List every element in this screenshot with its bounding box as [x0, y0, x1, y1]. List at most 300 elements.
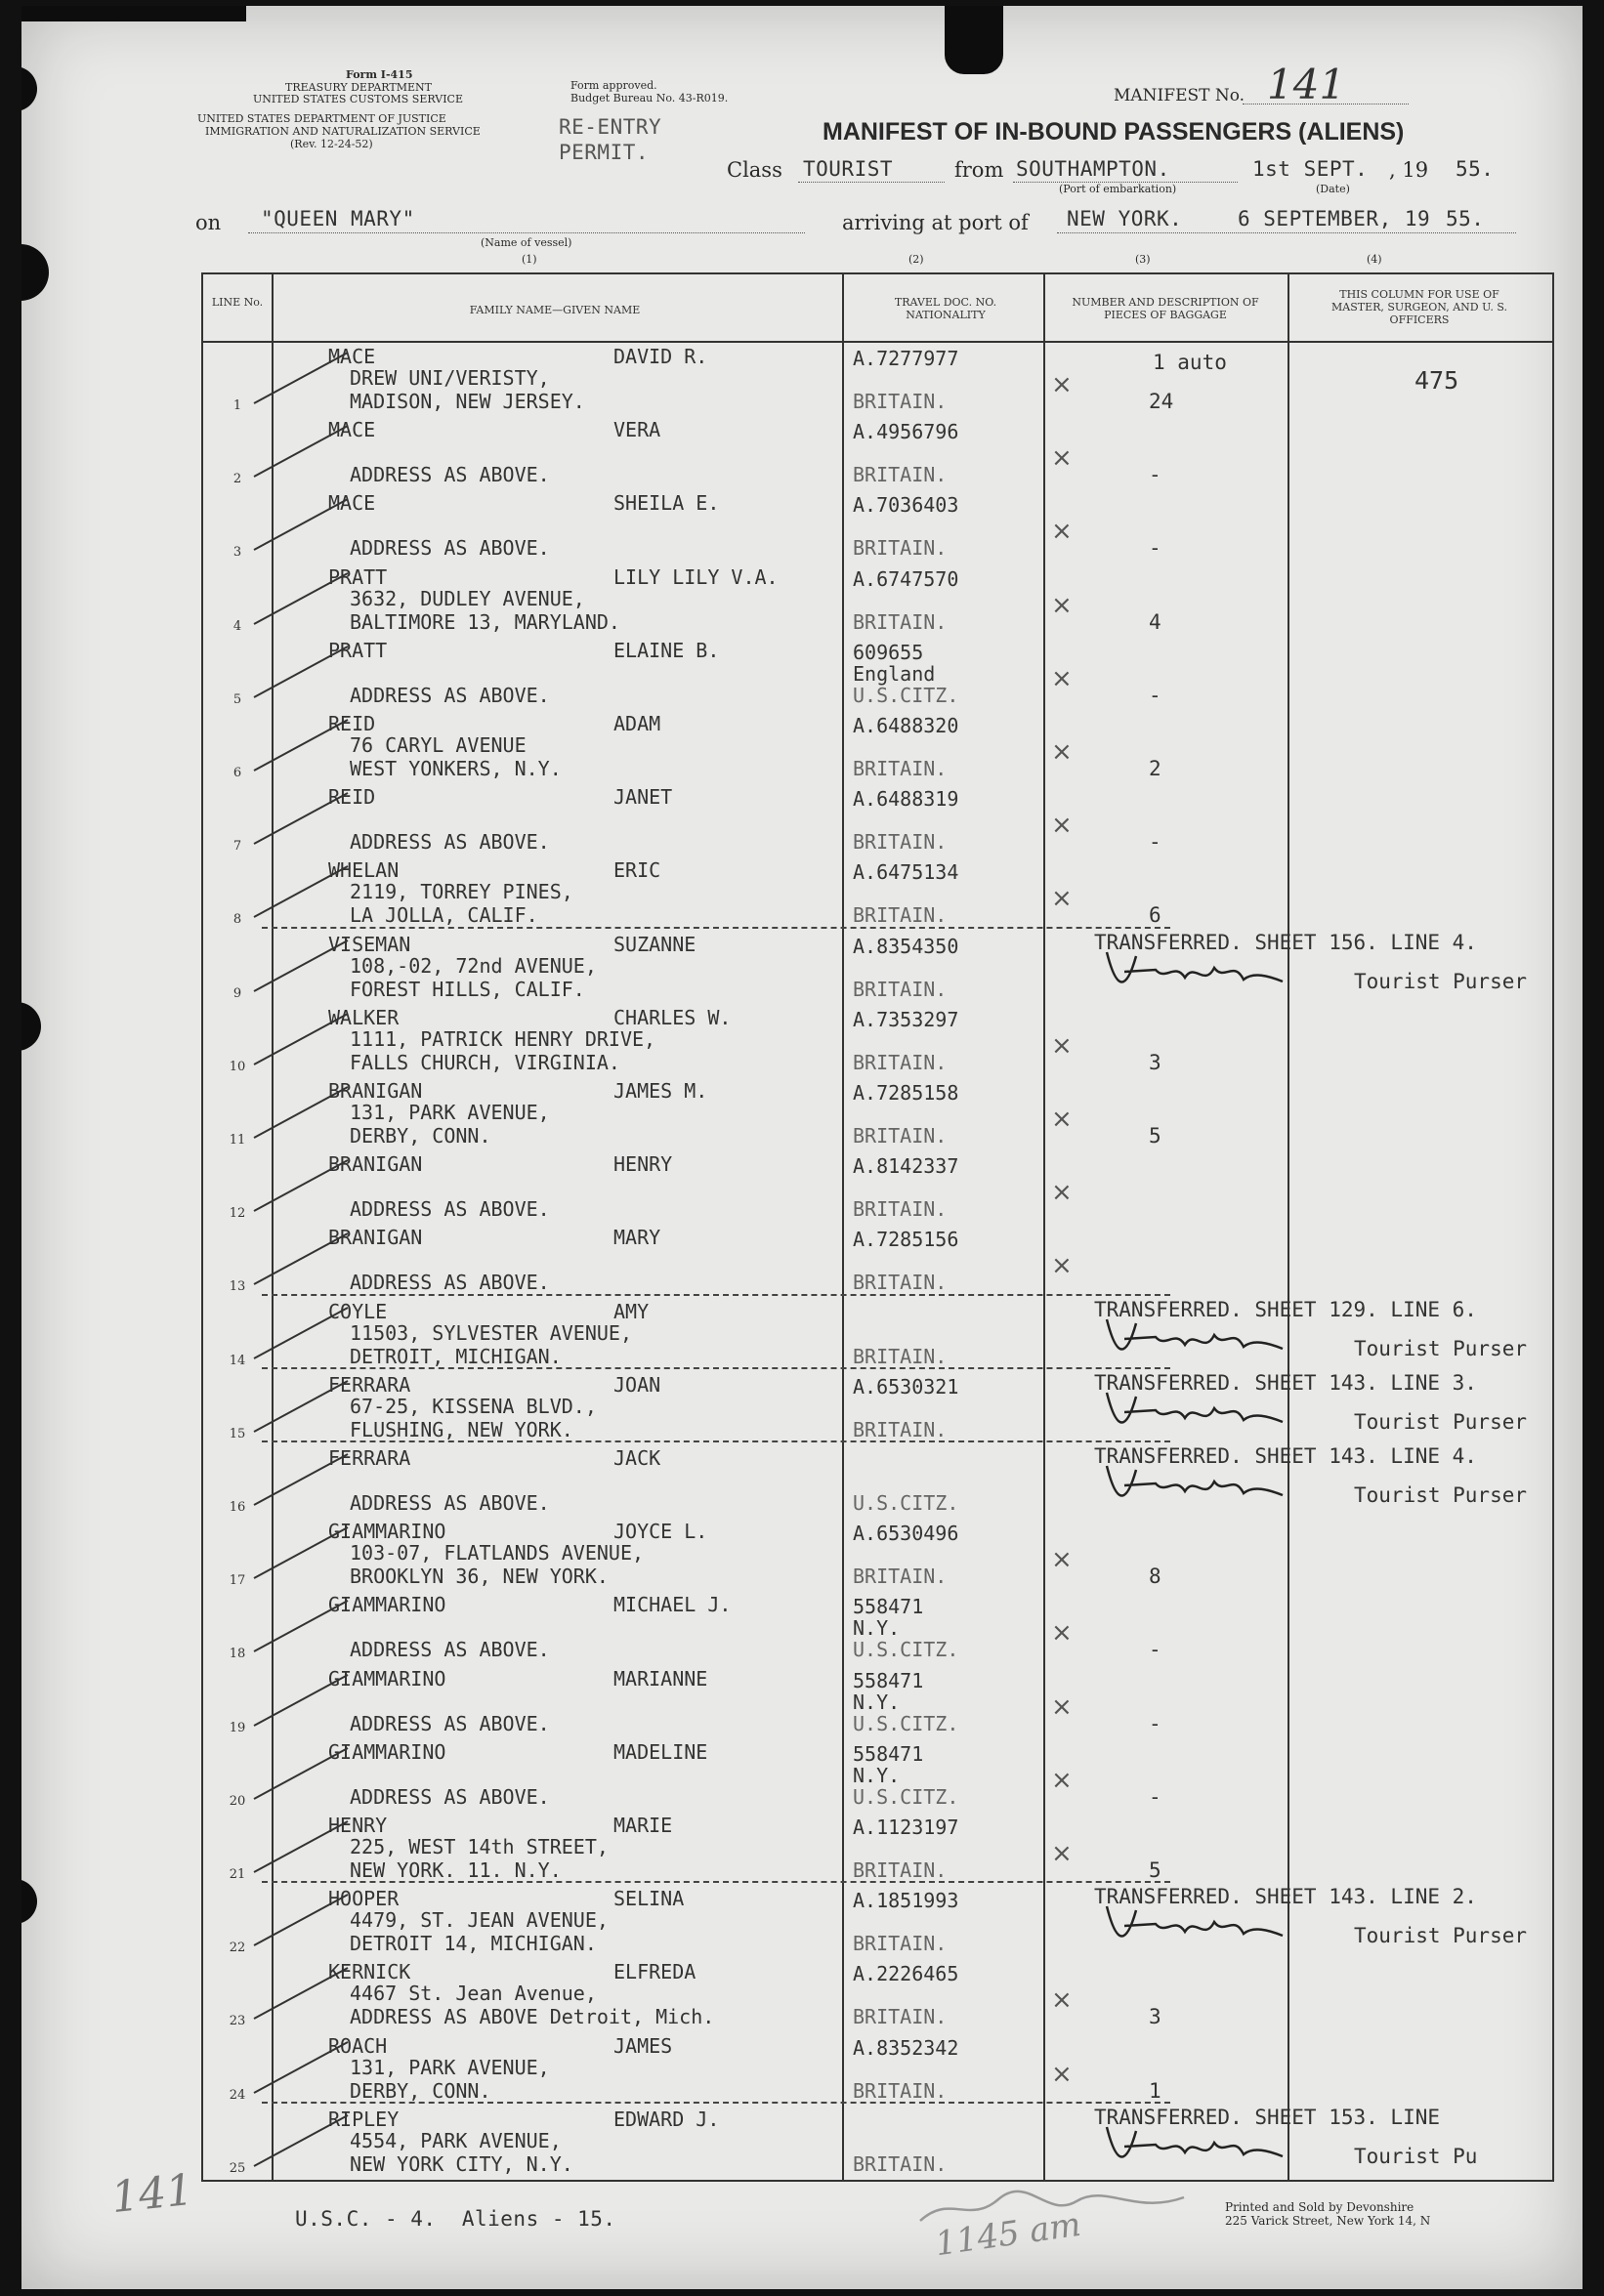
torn-corner: [21, 6, 246, 21]
travel-doc-number: A.2226465: [853, 1962, 959, 1986]
class-label: Class: [727, 158, 782, 182]
travel-doc-number: A.4956796: [853, 420, 959, 444]
family-name: PRATT: [328, 638, 388, 662]
nationality: BRITAIN.: [853, 1932, 948, 1956]
family-name: MACE: [328, 491, 376, 516]
transfer-note: TRANSFERRED. SHEET 143. LINE 2.: [1094, 1885, 1477, 1909]
manifest-no: 141: [1267, 61, 1346, 108]
address-line-1: 4467 St. Jean Avenue,: [350, 1982, 597, 2006]
purser-label: Tourist Purser: [1354, 1336, 1528, 1360]
line-number: 11: [229, 1133, 246, 1148]
strike-line: [262, 1440, 1170, 1442]
col-num-4: (4): [1367, 253, 1382, 266]
given-name: AMY: [613, 1299, 650, 1323]
check-mark: ×: [1051, 663, 1073, 693]
given-name: MICHAEL J.: [613, 1593, 732, 1617]
manifest-page: [21, 6, 1583, 2289]
table-row: [203, 2032, 1552, 2107]
given-name: MARIE: [613, 1814, 673, 1837]
tick-mark: [250, 1597, 358, 1655]
handwritten-time: 1145 am: [932, 2204, 1083, 2265]
family-name: PRATT: [328, 564, 388, 589]
travel-doc-number: A.6747570: [853, 566, 959, 591]
nationality: BRITAIN.: [853, 1124, 948, 1148]
transfer-note: TRANSFERRED. SHEET 156. LINE 4.: [1094, 930, 1477, 954]
reentry-stamp-2: PERMIT.: [559, 141, 650, 164]
check-mark: ×: [1051, 884, 1073, 914]
check-mark: ×: [1051, 1618, 1073, 1649]
address-line-2: NEW YORK. 11. N.Y.: [350, 1858, 562, 1882]
check-mark: ×: [1051, 811, 1073, 841]
line-number: 2: [232, 472, 242, 487]
line-number: 3: [232, 545, 242, 561]
line-number: 15: [229, 1426, 246, 1441]
line-number: 5: [232, 691, 242, 707]
printer-line-2: 225 Varick Street, New York 14, N: [1225, 2214, 1431, 2228]
officer-code: 475: [1414, 366, 1459, 395]
given-name: MARY: [613, 1226, 661, 1250]
address-line-2: NEW YORK CITY, N.Y.: [350, 2151, 573, 2176]
check-mark: ×: [1051, 370, 1073, 399]
tick-mark: [250, 862, 358, 921]
justice-dept: UNITED STATES DEPARTMENT OF JUSTICE: [197, 112, 446, 125]
underline: [1057, 232, 1516, 233]
travel-doc-issuer: N.Y.: [853, 1763, 901, 1787]
punch-hole: [21, 1879, 37, 1924]
family-name: GIAMMARINO: [328, 1666, 446, 1691]
address-line-2: ADDRESS AS ABOVE.: [350, 683, 550, 707]
margin-note: 141: [108, 2164, 196, 2224]
table-row: [203, 1958, 1552, 2032]
ins-service: IMMIGRATION AND NATURALIZATION SERVICE: [205, 125, 481, 138]
col-num-2: (2): [908, 253, 924, 266]
address-line-2: FLUSHING, NEW YORK.: [350, 1417, 573, 1441]
col-num-3: (3): [1135, 253, 1151, 266]
line-number: 14: [229, 1353, 246, 1368]
check-mark: ×: [1051, 1985, 1073, 2016]
check-mark: ×: [1051, 2059, 1073, 2089]
table-row: [203, 416, 1552, 490]
check-mark: ×: [1051, 1765, 1073, 1795]
address-line-2: ADDRESS AS ABOVE.: [350, 536, 550, 561]
travel-doc-issuer: N.Y.: [853, 1690, 901, 1714]
purser-label: Tourist Purser: [1354, 969, 1528, 993]
strike-line: [262, 2102, 1170, 2104]
travel-doc-number: A.6530496: [853, 1522, 959, 1546]
baggage-count: 5: [1149, 1858, 1161, 1882]
nationality: BRITAIN.: [853, 830, 948, 855]
baggage-count: -: [1149, 1638, 1161, 1662]
address-line-1: 11503, SYLVESTER AVENUE,: [350, 1320, 632, 1345]
nationality: BRITAIN.: [853, 609, 948, 634]
purser-label: Tourist Purser: [1354, 1483, 1528, 1507]
baggage-count: -: [1149, 1784, 1161, 1809]
baggage-count: -: [1149, 463, 1161, 487]
family-name: BRANIGAN: [328, 1226, 423, 1250]
table-row: [203, 931, 1552, 1005]
torn-notch: [945, 6, 1003, 74]
tick-mark: [250, 1744, 358, 1803]
treasury-dept: TREASURY DEPARTMENT: [285, 81, 432, 94]
given-name: JOYCE L.: [613, 1520, 708, 1544]
given-name: CHARLES W.: [613, 1005, 732, 1029]
purser-signature: [1097, 942, 1292, 997]
nationality: BRITAIN.: [853, 1858, 948, 1882]
address-line-2: WEST YONKERS, N.Y.: [350, 757, 562, 780]
check-mark: ×: [1051, 517, 1073, 547]
arrival-port: NEW YORK.: [1067, 207, 1183, 230]
reentry-stamp: RE-ENTRY: [559, 115, 662, 139]
transfer-note: TRANSFERRED. SHEET 143. LINE 4.: [1094, 1444, 1477, 1468]
nationality: U.S.CITZ.: [853, 1491, 959, 1515]
transfer-note: TRANSFERRED. SHEET 153. LINE: [1094, 2105, 1441, 2129]
check-mark: ×: [1051, 1839, 1073, 1868]
travel-doc-number: A.7277977: [853, 347, 959, 370]
arrival-date: 6 SEPTEMBER, 19: [1238, 207, 1431, 230]
nationality: U.S.CITZ.: [853, 683, 959, 707]
tick-mark: [250, 1891, 358, 1949]
address-line-2: BALTIMORE 13, MARYLAND.: [350, 609, 620, 634]
travel-doc-number: 558471: [853, 1741, 924, 1766]
check-mark: ×: [1051, 1691, 1073, 1722]
tick-mark: [250, 937, 358, 995]
summary-line: U.S.C. - 4. Aliens - 15.: [295, 2207, 616, 2231]
baggage-count: 1: [1149, 2078, 1161, 2103]
family-name: RIPLEY: [328, 2107, 400, 2131]
family-name: VISEMAN: [328, 932, 411, 956]
address-line-2: DERBY, CONN.: [350, 2078, 491, 2103]
nationality: BRITAIN.: [853, 1417, 948, 1441]
tick-mark: [250, 349, 358, 407]
address-line-2: LA JOLLA, CALIF.: [350, 903, 538, 928]
address-line-2: FOREST HILLS, CALIF.: [350, 977, 585, 1001]
line-number: 7: [232, 839, 242, 855]
embark-date: 1st SEPT.: [1252, 157, 1369, 181]
family-name: ROACH: [328, 2033, 388, 2058]
table-row: [203, 710, 1552, 784]
address-line-2: ADDRESS AS ABOVE Detroit, Mich.: [350, 2005, 715, 2029]
address-line-2: ADDRESS AS ABOVE.: [350, 1711, 550, 1735]
table-row: [203, 564, 1552, 638]
purser-signature: [1097, 1383, 1292, 1438]
tick-mark: [250, 1156, 358, 1215]
address-line-1: 131, PARK AVENUE,: [350, 1101, 550, 1124]
col-header-baggage: NUMBER AND DESCRIPTION OF PIECES OF BAGGAGE: [1072, 296, 1259, 321]
col-header-name: FAMILY NAME—GIVEN NAME: [469, 304, 641, 316]
col-num-1: (1): [522, 253, 537, 266]
address-line-1: 67-25, KISSENA BLVD.,: [350, 1394, 597, 1418]
table-row: [203, 637, 1552, 711]
travel-doc-number: A.7285158: [853, 1081, 959, 1105]
baggage-count: 4: [1149, 609, 1161, 634]
baggage-count: 8: [1149, 1565, 1161, 1589]
tick-mark: [250, 422, 358, 480]
family-name: HOOPER: [328, 1887, 400, 1911]
address-line-1: 1111, PATRICK HENRY DRIVE,: [350, 1026, 656, 1051]
from-label: from: [954, 158, 1004, 182]
line-number: 22: [229, 1941, 246, 1956]
nationality: BRITAIN.: [853, 2078, 948, 2103]
on-label: on: [195, 211, 222, 234]
baggage-count: 3: [1149, 2005, 1161, 2029]
family-name: MACE: [328, 345, 376, 368]
baggage-description: 1 auto: [1153, 351, 1227, 374]
address-line-1: 225, WEST 14th STREET,: [350, 1835, 609, 1858]
nationality: BRITAIN.: [853, 2151, 948, 2176]
family-name: REID: [328, 785, 376, 810]
tick-mark: [250, 1377, 358, 1436]
table-row: [203, 1518, 1552, 1592]
travel-doc-number: A.6475134: [853, 860, 959, 885]
family-name: COYLE: [328, 1299, 388, 1323]
address-line-1: 4479, ST. JEAN AVENUE,: [350, 1908, 609, 1933]
nationality: BRITAIN.: [853, 1271, 948, 1295]
table-row: [203, 1150, 1552, 1225]
line-number: 8: [232, 912, 242, 928]
line-number: 4: [232, 618, 242, 634]
nationality: BRITAIN.: [853, 903, 948, 928]
handwritten-initials: [910, 2186, 1203, 2234]
purser-signature: [1097, 2117, 1292, 2172]
address-line-2: BROOKLYN 36, NEW YORK.: [350, 1565, 609, 1589]
given-name: MARIANNE: [613, 1666, 708, 1691]
check-mark: ×: [1051, 443, 1073, 474]
given-name: HENRY: [613, 1152, 673, 1177]
baggage-count: 5: [1149, 1124, 1161, 1148]
address-line-2: DETROIT, MICHIGAN.: [350, 1344, 562, 1368]
table-row: [203, 2106, 1552, 2180]
address-line-1: 131, PARK AVENUE,: [350, 2055, 550, 2079]
year-prefix: , 19: [1389, 158, 1429, 182]
address-line-2: ADDRESS AS ABOVE.: [350, 1491, 550, 1515]
purser-label: Tourist Pu: [1354, 2144, 1478, 2168]
tick-mark: [250, 716, 358, 774]
tick-mark: [250, 1010, 358, 1068]
travel-doc-number: A.6488320: [853, 714, 959, 737]
manifest-title: MANIFEST OF IN-BOUND PASSENGERS (ALIENS): [823, 118, 1405, 146]
table-row: [203, 1812, 1552, 1886]
tick-mark: [250, 1964, 358, 2023]
address-line-2: ADDRESS AS ABOVE.: [350, 1271, 550, 1295]
check-mark: ×: [1051, 737, 1073, 767]
nationality: BRITAIN.: [853, 536, 948, 561]
nationality: BRITAIN.: [853, 1050, 948, 1074]
line-number: 17: [229, 1573, 246, 1589]
travel-doc-number: A.1123197: [853, 1816, 959, 1839]
tick-mark: [250, 1817, 358, 1876]
class-value: TOURIST: [803, 157, 894, 181]
tick-mark: [250, 1524, 358, 1582]
nationality: BRITAIN.: [853, 463, 948, 487]
manifest-no-label: MANIFEST No.: [1114, 86, 1245, 105]
family-name: REID: [328, 712, 376, 735]
address-line-1: 108,-02, 72nd AVENUE,: [350, 953, 597, 978]
nationality: U.S.CITZ.: [853, 1711, 959, 1735]
table-row: [203, 489, 1552, 564]
address-line-1: 2119, TORREY PINES,: [350, 880, 573, 904]
form-approved: Form approved.: [570, 79, 657, 92]
tick-mark: [250, 1083, 358, 1142]
line-number: 12: [229, 1206, 246, 1222]
col-header-officers: THIS COLUMN FOR USE OF MASTER, SURGEON, AND U. S. OFFICERS: [1330, 288, 1507, 326]
check-mark: ×: [1051, 1178, 1073, 1208]
travel-doc-number: A.7036403: [853, 493, 959, 518]
address-line-2: ADDRESS AS ABOVE.: [350, 1638, 550, 1662]
table-row: [203, 1444, 1552, 1519]
nationality: BRITAIN.: [853, 757, 948, 780]
address-line-2: MADISON, NEW JERSEY.: [350, 390, 585, 413]
family-name: FERRARA: [328, 1446, 411, 1470]
tick-mark: [250, 1230, 358, 1288]
budget-bureau: Budget Bureau No. 43-R019.: [570, 92, 729, 104]
given-name: LILY LILY V.A.: [613, 564, 779, 589]
travel-doc-number: A.7285156: [853, 1228, 959, 1252]
printer-line-1: Printed and Sold by Devonshire: [1225, 2200, 1414, 2214]
address-line-1: 76 CARYL AVENUE: [350, 733, 527, 757]
line-number: 20: [229, 1793, 246, 1809]
strike-line: [262, 927, 1170, 929]
check-mark: ×: [1051, 1105, 1073, 1134]
family-name: KERNICK: [328, 1960, 411, 1984]
travel-doc-number: 609655: [853, 640, 924, 664]
travel-doc-number: A.8142337: [853, 1154, 959, 1179]
address-line-2: FALLS CHURCH, VIRGINIA.: [350, 1050, 620, 1074]
underline: [248, 232, 805, 233]
check-mark: ×: [1051, 1545, 1073, 1575]
check-mark: ×: [1051, 1251, 1073, 1281]
tick-mark: [250, 569, 358, 628]
line-number: 25: [229, 2160, 246, 2176]
address-line-1: DREW UNI/VERISTY,: [350, 366, 550, 390]
address-line-2: DERBY, CONN.: [350, 1124, 491, 1148]
address-line-2: ADDRESS AS ABOVE.: [350, 463, 550, 487]
vessel-note: (Name of vessel): [481, 236, 572, 249]
col-header-travel-doc: TRAVEL DOC. NO. NATIONALITY: [894, 296, 997, 321]
family-name: WALKER: [328, 1005, 400, 1029]
given-name: JAMES: [613, 2033, 673, 2058]
purser-signature: [1097, 1897, 1292, 1951]
tick-mark: [250, 2111, 358, 2170]
table-row: [203, 1738, 1552, 1813]
form-number: Form I-415: [346, 68, 413, 81]
travel-doc-number: A.8354350: [853, 934, 959, 958]
punch-hole: [21, 66, 37, 111]
given-name: SELINA: [613, 1887, 685, 1911]
table-row: [203, 1665, 1552, 1739]
nationality: BRITAIN.: [853, 1197, 948, 1222]
address-line-2: ADDRESS AS ABOVE.: [350, 1197, 550, 1222]
purser-signature: [1097, 1456, 1292, 1511]
line-number: 18: [229, 1647, 246, 1662]
line-number: 10: [229, 1059, 246, 1074]
nationality: BRITAIN.: [853, 2005, 948, 2029]
tick-mark: [250, 2038, 358, 2097]
family-name: BRANIGAN: [328, 1152, 423, 1177]
customs-service: UNITED STATES CUSTOMS SERVICE: [253, 93, 463, 105]
given-name: JANET: [613, 785, 673, 810]
arrival-year: 55.: [1446, 207, 1485, 230]
given-name: JACK: [613, 1446, 661, 1470]
line-number: 1: [232, 398, 242, 413]
strike-line: [262, 1294, 1170, 1296]
family-name: GIAMMARINO: [328, 1520, 446, 1544]
address-line-1: 103-07, FLATLANDS AVENUE,: [350, 1541, 645, 1565]
table-row: [203, 1591, 1552, 1665]
table-row: [203, 783, 1552, 857]
nationality: BRITAIN.: [853, 1344, 948, 1368]
family-name: HENRY: [328, 1814, 388, 1837]
port-embarkation: SOUTHAMPTON.: [1016, 157, 1170, 181]
baggage-count: 6: [1149, 903, 1161, 928]
date-note: (Date): [1316, 183, 1350, 195]
manifest-table: [201, 272, 1554, 2182]
table-row: [203, 1371, 1552, 1445]
baggage-count: -: [1149, 830, 1161, 855]
travel-doc-number: A.6530321: [853, 1374, 959, 1398]
punch-hole: [21, 244, 49, 301]
given-name: ELAINE B.: [613, 638, 720, 662]
strike-line: [262, 1367, 1170, 1369]
tick-mark: [250, 495, 358, 554]
table-row: [203, 1004, 1552, 1078]
tick-mark: [250, 1304, 358, 1362]
nationality: BRITAIN.: [853, 1565, 948, 1589]
travel-doc-issuer: England: [853, 661, 936, 686]
tick-mark: [250, 643, 358, 701]
baggage-count: 2: [1149, 757, 1161, 780]
given-name: MADELINE: [613, 1739, 708, 1764]
given-name: JAMES M.: [613, 1079, 708, 1103]
purser-label: Tourist Purser: [1354, 1409, 1528, 1434]
line-number: 6: [232, 766, 242, 780]
given-name: SHEILA E.: [613, 491, 720, 516]
line-number: 23: [229, 2014, 246, 2029]
given-name: ERIC: [613, 858, 661, 883]
travel-doc-number: A.7353297: [853, 1007, 959, 1031]
given-name: ELFREDA: [613, 1960, 696, 1984]
given-name: ADAM: [613, 712, 661, 735]
purser-signature: [1097, 1310, 1292, 1364]
baggage-count: -: [1149, 683, 1161, 707]
nationality: BRITAIN.: [853, 977, 948, 1001]
line-number: 21: [229, 1867, 246, 1882]
tick-mark: [250, 1671, 358, 1730]
nationality: BRITAIN.: [853, 390, 948, 413]
baggage-count: -: [1149, 536, 1161, 561]
address-line-2: ADDRESS AS ABOVE.: [350, 830, 550, 855]
transfer-note: TRANSFERRED. SHEET 143. LINE 3.: [1094, 1370, 1477, 1395]
travel-doc-number: A.1851993: [853, 1889, 959, 1913]
col-header-line-no: LINE No.: [211, 296, 264, 309]
table-row: [203, 1224, 1552, 1298]
address-line-2: DETROIT 14, MICHIGAN.: [350, 1932, 597, 1956]
baggage-count: -: [1149, 1711, 1161, 1735]
table-row: [203, 856, 1552, 931]
table-row: [203, 1298, 1552, 1372]
nationality: U.S.CITZ.: [853, 1784, 959, 1809]
check-mark: ×: [1051, 590, 1073, 620]
family-name: MACE: [328, 418, 376, 442]
table-row: [203, 343, 1552, 417]
travel-doc-number: A.8352342: [853, 2035, 959, 2060]
given-name: VERA: [613, 418, 661, 442]
baggage-count: 3: [1149, 1050, 1161, 1074]
line-number: 16: [229, 1500, 246, 1515]
revision: (Rev. 12-24-52): [290, 138, 373, 150]
table-row: [203, 1885, 1552, 1959]
underline: [798, 182, 945, 183]
punch-hole: [21, 1002, 41, 1051]
